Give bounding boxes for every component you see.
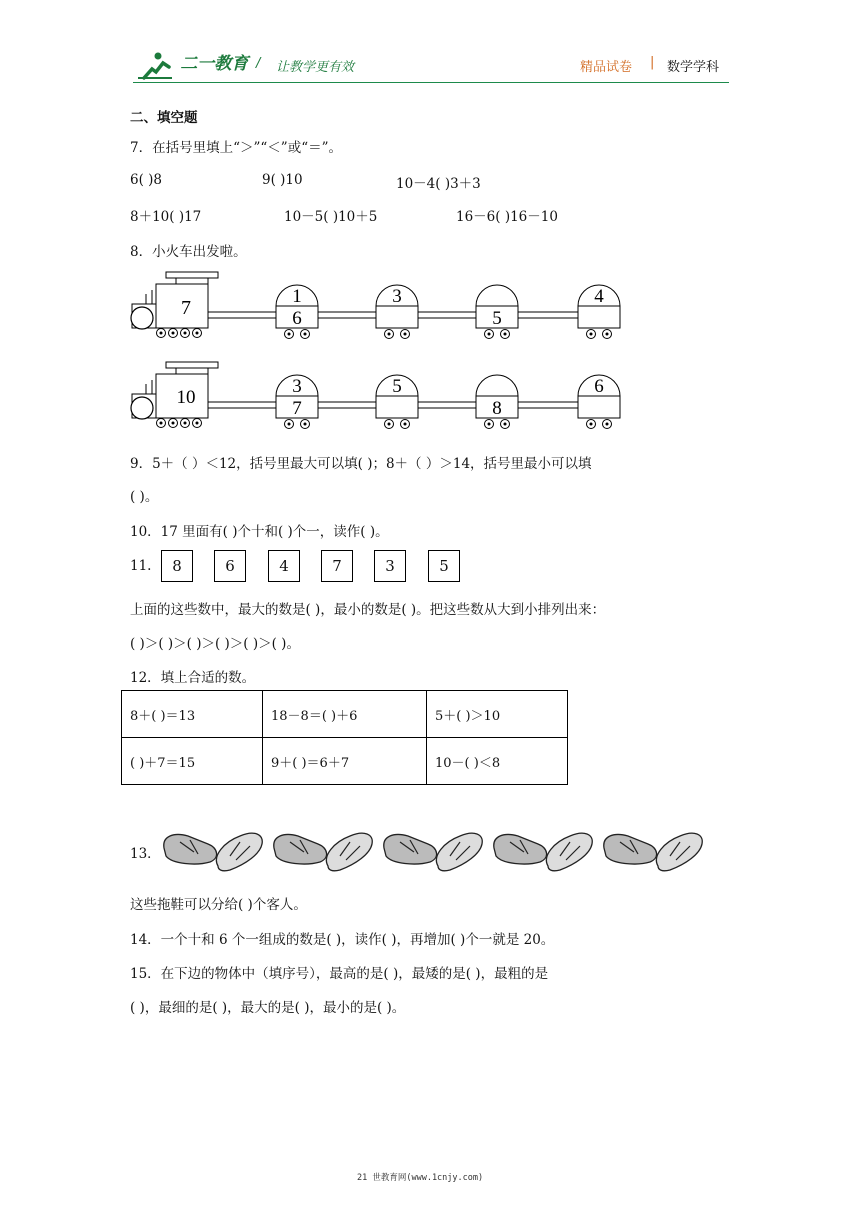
q7-item: 8＋10( )17 — [130, 209, 202, 225]
header-rule — [133, 82, 729, 83]
q12-title: 12．填上合适的数。 — [130, 670, 256, 686]
header-subject: 数学学科 — [667, 60, 720, 75]
slipper-pair — [164, 833, 262, 871]
car-top-number: 3 — [292, 376, 302, 397]
table-cell: 9＋( )＝6＋7 — [263, 738, 427, 785]
q7-item: 10－4( )3＋3 — [396, 176, 481, 192]
number-card: 5 — [428, 550, 460, 582]
q8-title: 8．小火车出发啦。 — [130, 244, 247, 260]
number-card: 3 — [374, 550, 406, 582]
header-tag-sep: | — [650, 55, 655, 70]
car — [578, 285, 620, 339]
car-bottom-number: 5 — [492, 308, 502, 329]
car — [476, 285, 518, 339]
q15-line1: 15．在下边的物体中（填序号），最高的是( )，最矮的是( )，最粗的是 — [130, 966, 549, 982]
car-bottom-number: 7 — [292, 398, 302, 419]
slippers-illustration — [160, 822, 712, 878]
engine-number: 7 — [181, 297, 191, 319]
car — [376, 285, 418, 339]
car — [276, 375, 318, 429]
car-top-number: 4 — [594, 286, 604, 307]
number-card: 6 — [214, 550, 246, 582]
q7-item: 9( )10 — [262, 172, 303, 188]
car-top-number: 6 — [594, 376, 604, 397]
car-bottom-number: 6 — [292, 308, 302, 329]
car-top-number: 3 — [392, 286, 402, 307]
q11-line2: ( )＞( )＞( )＞( )＞( )＞( )。 — [130, 636, 300, 652]
car-top-number: 1 — [292, 286, 302, 307]
slipper-pair — [274, 833, 372, 871]
q7-item: 10－5( )10＋5 — [284, 209, 378, 225]
q11-label: 11. — [130, 558, 152, 574]
header-tag: 精品试卷 — [580, 60, 633, 75]
slipper-pair — [494, 833, 592, 871]
slogan: 让教学更有效 — [276, 60, 355, 75]
slipper-pair — [604, 833, 702, 871]
engine — [131, 272, 218, 338]
q13-label: 13． — [130, 846, 161, 862]
table-cell: 10－( )＜8 — [427, 738, 568, 785]
logo-text: 二一教育 — [180, 54, 249, 74]
table-cell: 5＋( )＞10 — [427, 691, 568, 738]
table-cell: ( )＋7＝15 — [122, 738, 263, 785]
q10-line: 10．17 里面有( )个十和( )个一，读作( )。 — [130, 524, 389, 540]
number-card: 8 — [161, 550, 193, 582]
logo — [136, 49, 248, 81]
q9-line1: 9．5＋（ ）＜12，括号里最大可以填( )；8＋（ ）＞14，括号里最小可以填 — [130, 456, 592, 472]
header-separator: / — [256, 56, 261, 71]
engine — [131, 362, 218, 428]
car-bottom-number: 8 — [492, 398, 502, 419]
q7-item: 6( )8 — [130, 172, 163, 188]
table-cell: 8＋( )＝13 — [122, 691, 263, 738]
train-diagram-1 — [126, 268, 626, 344]
car-top-number: 5 — [392, 376, 402, 397]
q12-table — [121, 690, 568, 785]
q9-line2: ( )。 — [130, 489, 159, 505]
car — [476, 375, 518, 429]
car — [276, 285, 318, 339]
q7-item: 16－6( )16－10 — [456, 209, 558, 225]
number-card: 4 — [268, 550, 300, 582]
table-row — [122, 691, 568, 738]
engine-number: 10 — [176, 387, 196, 408]
q14-line: 14．一个十和 6 个一组成的数是( )，读作( )，再增加( )个一就是 20。 — [130, 932, 555, 948]
car — [376, 375, 418, 429]
q13-text: 这些拖鞋可以分给( )个客人。 — [130, 897, 307, 913]
footer: 21 世教育网(www.1cnjy.com) — [357, 1173, 484, 1183]
slipper-pair — [384, 833, 482, 871]
train-diagram-2 — [126, 358, 626, 434]
runner-logo-icon — [136, 51, 176, 81]
section-title: 二、填空题 — [130, 110, 198, 126]
car — [578, 375, 620, 429]
number-card: 7 — [321, 550, 353, 582]
table-row — [122, 738, 568, 785]
table-cell: 18－8＝( )＋6 — [263, 691, 427, 738]
q7-title: 7．在括号里填上“＞”“＜”或“＝”。 — [130, 140, 342, 156]
q11-line1: 上面的这些数中，最大的数是( )，最小的数是( )。把这些数从大到小排列出来： — [130, 602, 606, 618]
q15-line2: ( )，最细的是( )，最大的是( )，最小的是( )。 — [130, 1000, 406, 1016]
